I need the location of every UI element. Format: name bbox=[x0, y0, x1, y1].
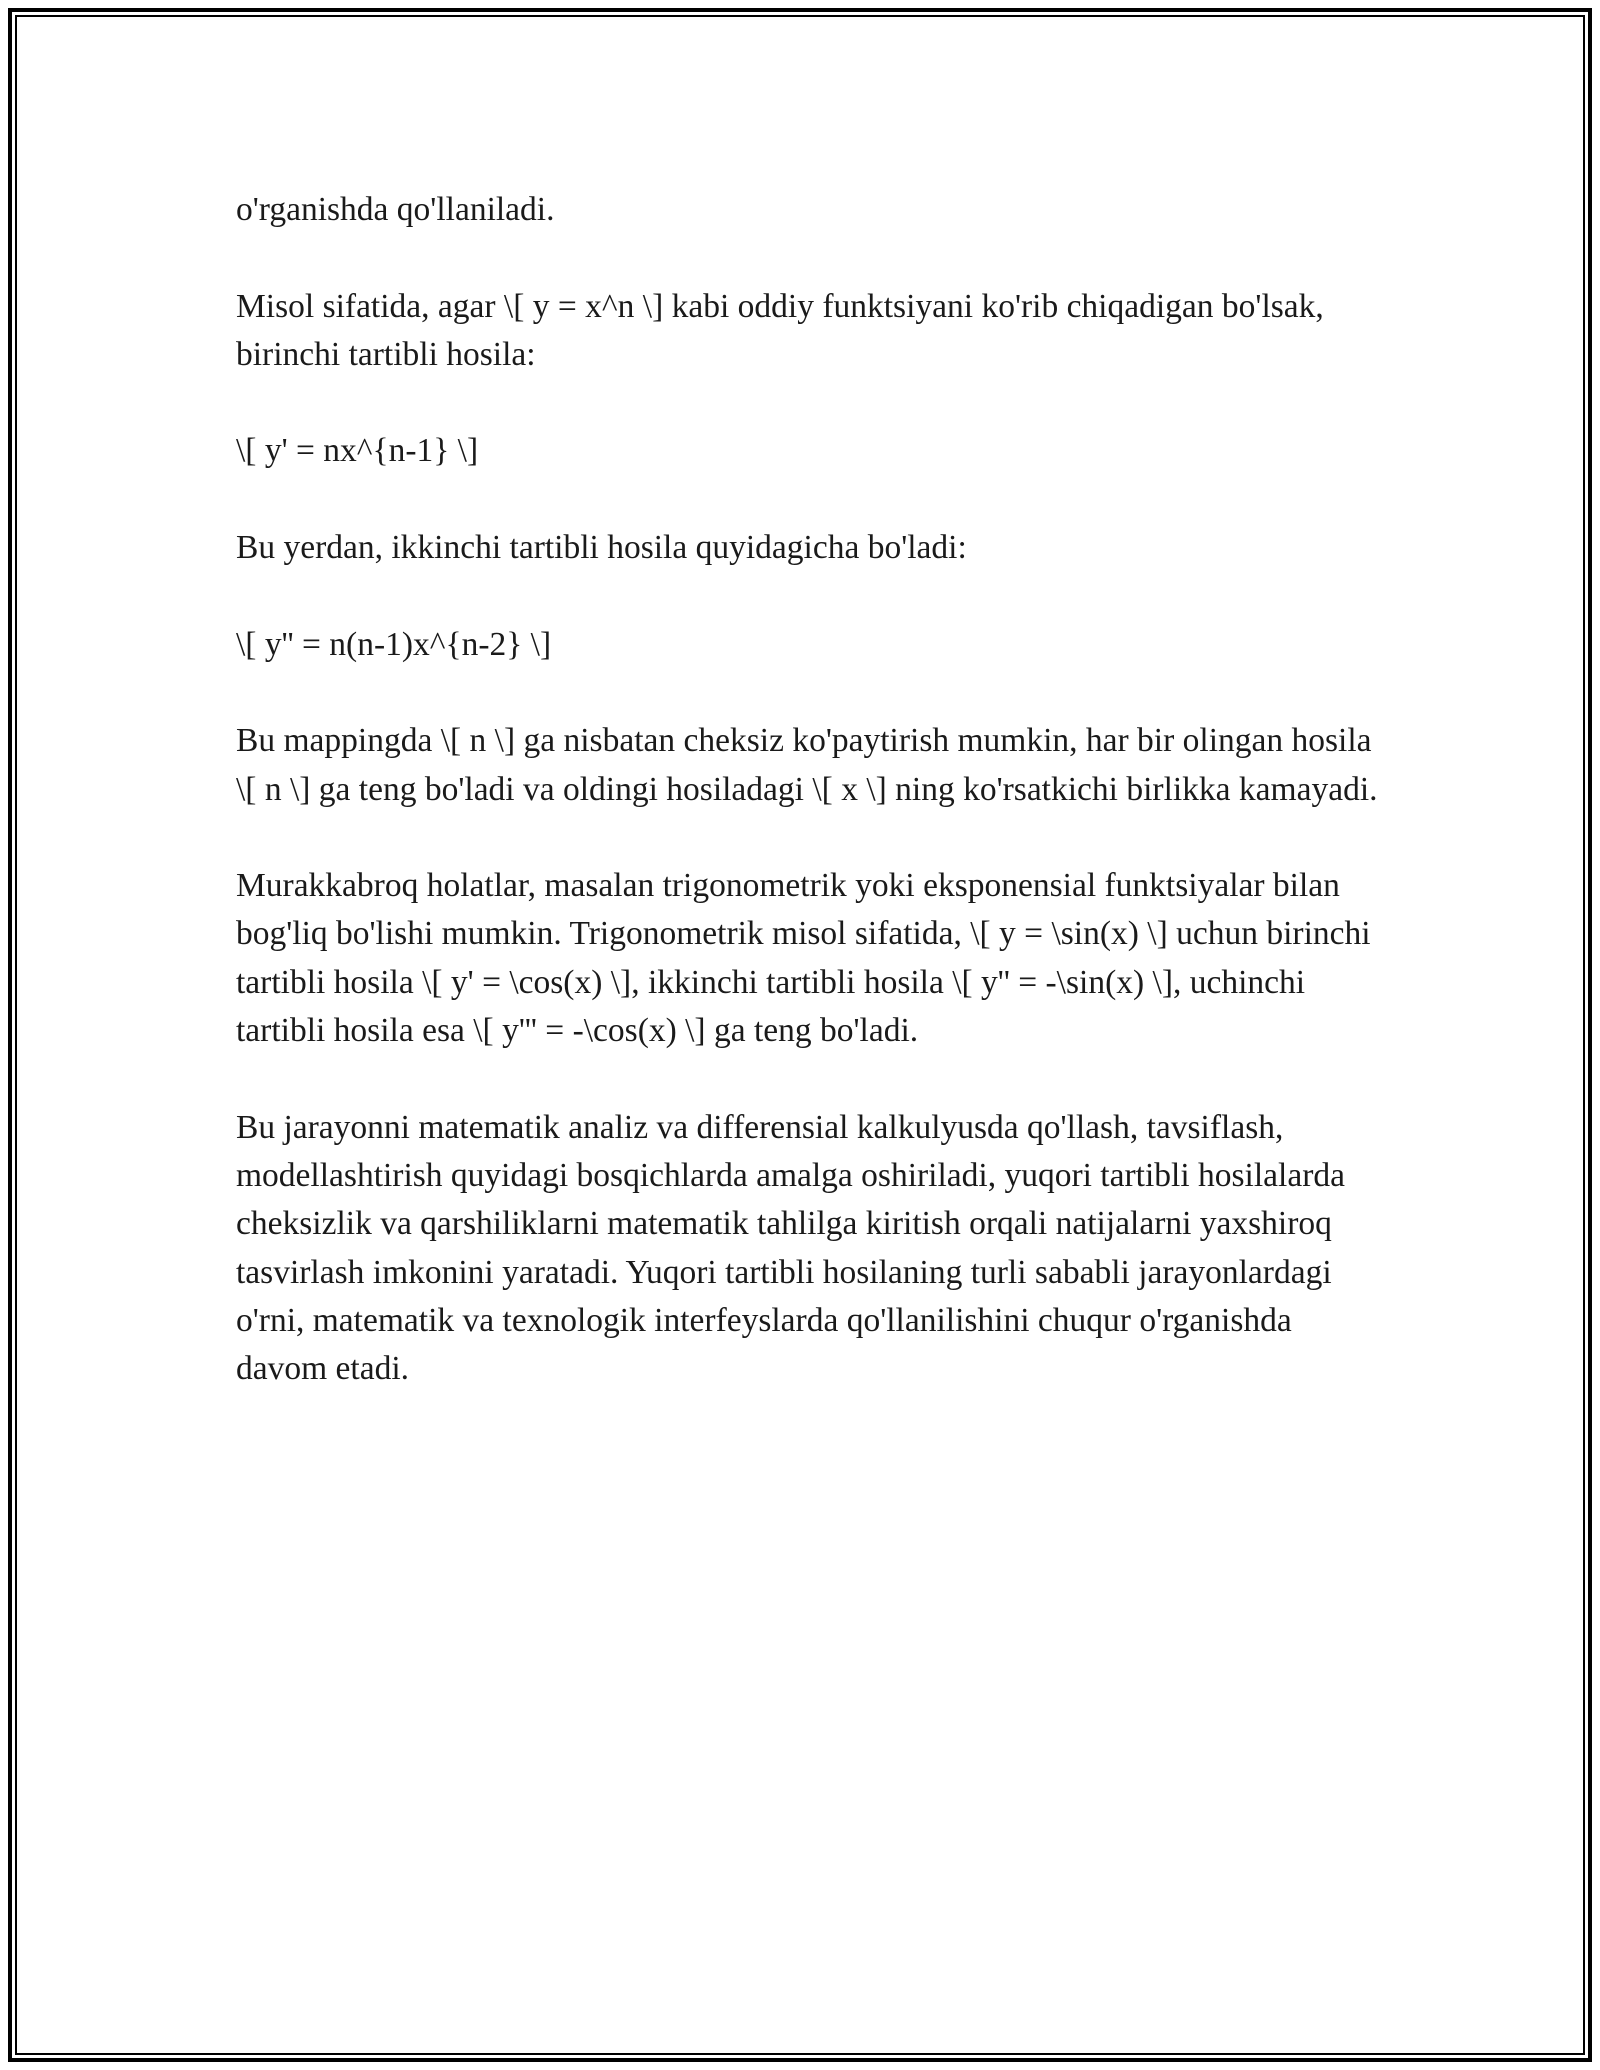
formula-first-derivative: \[ y' = nx^{n-1} \] bbox=[236, 432, 479, 470]
paragraph-example-intro: Misol sifatida, agar \[ y = x^n \] kabi oddiy funktsiyani ko'rib chiqadigan bo'lsak, birinchi tartibli hosila: bbox=[236, 287, 1324, 373]
paragraph-conclusion: Bu jarayonni matematik analiz va differensial kalkulyusda qo'llash, tavsiflash, modellashtirish quyidagi bosqichlarda amalga oshiriladi, yuqori tartibli hosilalarda cheksizlik va qarshiliklarni matematik tahlilga kiritish orqali natijalarni yaxshiroq tasvirlash imkonini yaratadi. Yuqori tartibli hosilaning turli sababli jarayonlardagi o'rni, matematik va texnologik interfeyslarda qo'llanilishini chuqur o'rganishda davom etadi. bbox=[236, 1108, 1345, 1388]
paragraph-trigonometric-example: Murakkabroq holatlar, masalan trigonometrik yoki eksponensial funktsiyalar bilan bog'liq bo'lishi mumkin. Trigonometrik misol sifatida, \[ y = \sin(x) \] uchun birinchi tartibli hosila \[ y' = \cos(x) \], ikkinchi tartibli hosila \[ y'' = -\sin(x) \], uchinchi tartibli hosila esa \[ y''' = -\cos(x) \] ga teng bo'ladi. bbox=[236, 867, 1371, 1050]
paragraph-mapping: Bu mappingda \[ n \] ga nisbatan cheksiz ko'paytirish mumkin, har bir olingan hosila \[ n \] ga teng bo'ladi va oldingi hosiladagi \[ x \] ning ko'rsatkichi birlikka kamayadi. bbox=[236, 722, 1378, 808]
paragraph-second-derivative-intro: Bu yerdan, ikkinchi tartibli hosila quyidagicha bo'ladi: bbox=[236, 529, 967, 567]
formula-second-derivative: \[ y'' = n(n-1)x^{n-2} \] bbox=[236, 625, 552, 663]
document-body bbox=[236, 186, 1386, 1393]
paragraph-continuation: o'rganishda qo'llaniladi. bbox=[236, 191, 555, 228]
